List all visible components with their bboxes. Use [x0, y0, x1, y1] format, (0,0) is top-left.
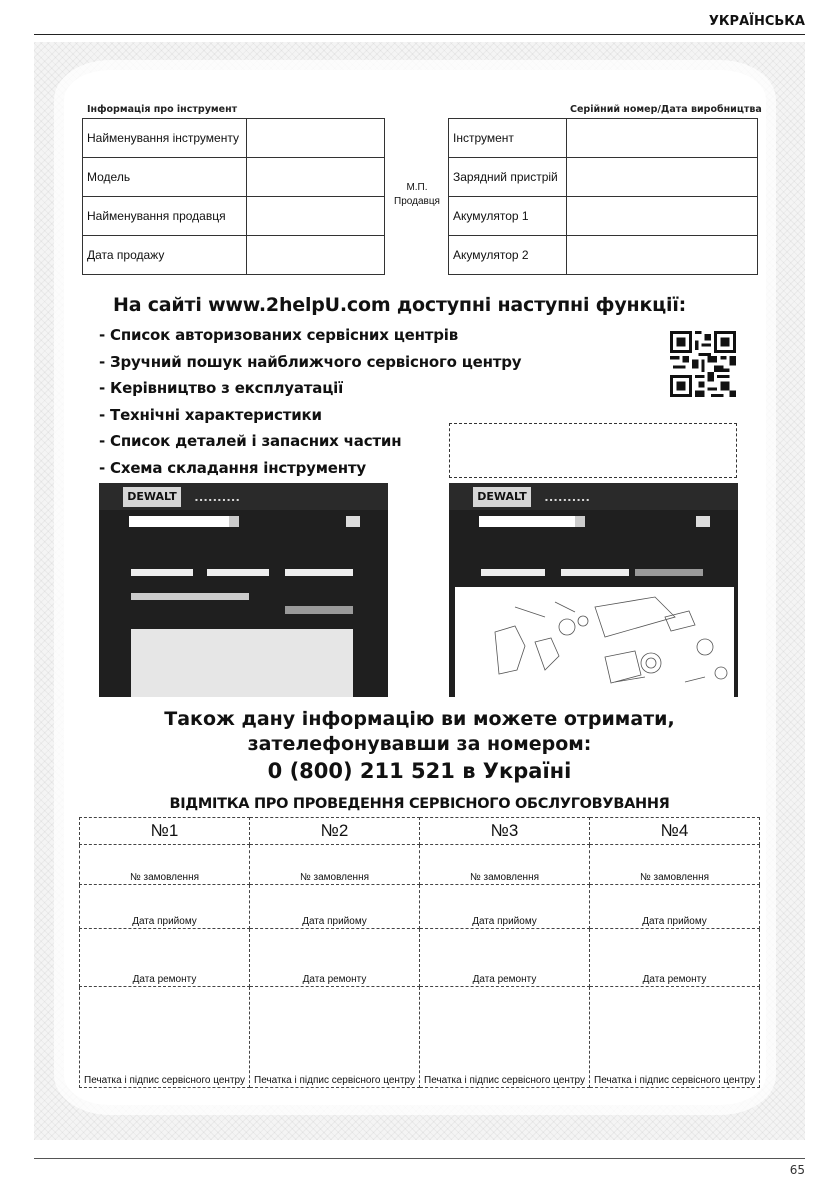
- repair-date-field[interactable]: Дата ремонту: [590, 929, 760, 987]
- stamp-line-1: М.П.: [406, 182, 428, 193]
- site-search-input: [479, 516, 575, 527]
- site-field: [285, 569, 353, 576]
- site-field: [131, 569, 193, 576]
- service-column-header: №1: [80, 818, 250, 845]
- serial-info-table: [448, 118, 758, 275]
- site-filter-icons: [131, 593, 249, 600]
- service-stamp-field[interactable]: Печатка і підпис сервісного центру: [250, 987, 420, 1088]
- service-stamp-field[interactable]: Печатка і підпис сервісного центру: [80, 987, 250, 1088]
- service-locator-screenshot: [99, 483, 388, 697]
- service-column-header: №3: [420, 818, 590, 845]
- site-map: [131, 629, 353, 697]
- site-search-agent-button: [285, 606, 353, 614]
- feature-item: - Керівництво з експлуатації: [99, 379, 344, 397]
- service-column-header: №4: [590, 818, 760, 845]
- site-field: [561, 569, 629, 576]
- stamp-line-2: Продавця: [394, 196, 440, 207]
- tool-info-row-label: Модель: [83, 158, 247, 197]
- site-menu-button: [346, 516, 360, 527]
- site-menu-button: [696, 516, 710, 527]
- repair-date-field[interactable]: Дата ремонту: [250, 929, 420, 987]
- header-rule: [34, 34, 805, 35]
- page-number: 65: [789, 1163, 805, 1177]
- tool-info-value[interactable]: [247, 197, 385, 236]
- tool-info-row-label: Дата продажу: [83, 236, 247, 275]
- order-number-field[interactable]: № замовлення: [590, 845, 760, 885]
- service-stamp-field[interactable]: Печатка і підпис сервісного центру: [590, 987, 760, 1088]
- exploded-view-icon: [455, 587, 734, 697]
- site-nav: ▪ ▪ ▪ ▪ ▪ ▪ ▪ ▪ ▪ ▪: [195, 497, 240, 502]
- feature-item: - Список деталей і запасних частин: [99, 432, 402, 450]
- serial-row-label: Акумулятор 1: [449, 197, 567, 236]
- features-heading: На сайті www.2helpU.com доступні наступні функції:: [113, 294, 687, 316]
- dewalt-logo: DEWALT: [473, 487, 531, 507]
- hotline-number: 0 (800) 211 521 в Україні: [267, 759, 572, 783]
- date-received-field[interactable]: Дата прийому: [590, 885, 760, 929]
- site-search-button: [575, 516, 585, 527]
- feature-item: - Зручний пошук найближчого сервісного центру: [99, 353, 522, 371]
- tool-info-row-label: Найменування продавця: [83, 197, 247, 236]
- feature-item: - Список авторизованих сервісних центрів: [99, 326, 459, 344]
- tool-info-value[interactable]: [247, 236, 385, 275]
- tool-info-label: Інформація про інструмент: [87, 104, 238, 115]
- repair-date-field[interactable]: Дата ремонту: [80, 929, 250, 987]
- serial-row-label: Інструмент: [449, 119, 567, 158]
- site-search-input: [129, 516, 229, 527]
- feature-item: - Технічні характеристики: [99, 406, 322, 424]
- order-number-field[interactable]: № замовлення: [250, 845, 420, 885]
- date-received-field[interactable]: Дата прийому: [420, 885, 590, 929]
- dewalt-logo: DEWALT: [123, 487, 181, 507]
- parts-drawing-screenshot: [449, 483, 738, 697]
- exploded-view-drawing: [455, 587, 734, 697]
- service-stamp-field[interactable]: Печатка і підпис сервісного центру: [420, 987, 590, 1088]
- tool-info-value[interactable]: [247, 158, 385, 197]
- site-nav: ▪ ▪ ▪ ▪ ▪ ▪ ▪ ▪ ▪ ▪: [545, 497, 590, 502]
- order-number-field[interactable]: № замовлення: [80, 845, 250, 885]
- site-download-button: [635, 569, 703, 576]
- feature-item: - Схема складання інструменту: [99, 459, 366, 477]
- serial-info-label: Серійний номер/Дата виробництва: [570, 104, 762, 115]
- date-received-field[interactable]: Дата прийому: [80, 885, 250, 929]
- tool-info-value[interactable]: [247, 119, 385, 158]
- contact-line-2: зателефонувавши за номером:: [247, 733, 592, 755]
- order-number-field[interactable]: № замовлення: [420, 845, 590, 885]
- language-label: УКРАЇНСЬКА: [708, 14, 805, 29]
- serial-row-label: Зарядний пристрій: [449, 158, 567, 197]
- serial-row-label: Акумулятор 2: [449, 236, 567, 275]
- repair-date-field[interactable]: Дата ремонту: [420, 929, 590, 987]
- serial-value[interactable]: [567, 197, 758, 236]
- site-field: [481, 569, 545, 576]
- service-record-table: [79, 817, 760, 1088]
- seller-stamp-area: [387, 181, 447, 209]
- site-search-button: [229, 516, 239, 527]
- date-received-field[interactable]: Дата прийому: [250, 885, 420, 929]
- service-column-header: №2: [250, 818, 420, 845]
- serial-value[interactable]: [567, 236, 758, 275]
- serial-value[interactable]: [567, 119, 758, 158]
- sticker-placeholder: [449, 423, 737, 478]
- site-field: [207, 569, 269, 576]
- tool-info-table: [82, 118, 385, 275]
- footer-rule: [34, 1158, 805, 1159]
- service-record-title: ВІДМІТКА ПРО ПРОВЕДЕННЯ СЕРВІСНОГО ОБСЛУГОВУВАННЯ: [169, 796, 670, 812]
- tool-info-row-label: Найменування інструменту: [83, 119, 247, 158]
- serial-value[interactable]: [567, 158, 758, 197]
- contact-line-1: Також дану інформацію ви можете отримати,: [164, 708, 675, 730]
- qr-code-icon[interactable]: [670, 331, 736, 397]
